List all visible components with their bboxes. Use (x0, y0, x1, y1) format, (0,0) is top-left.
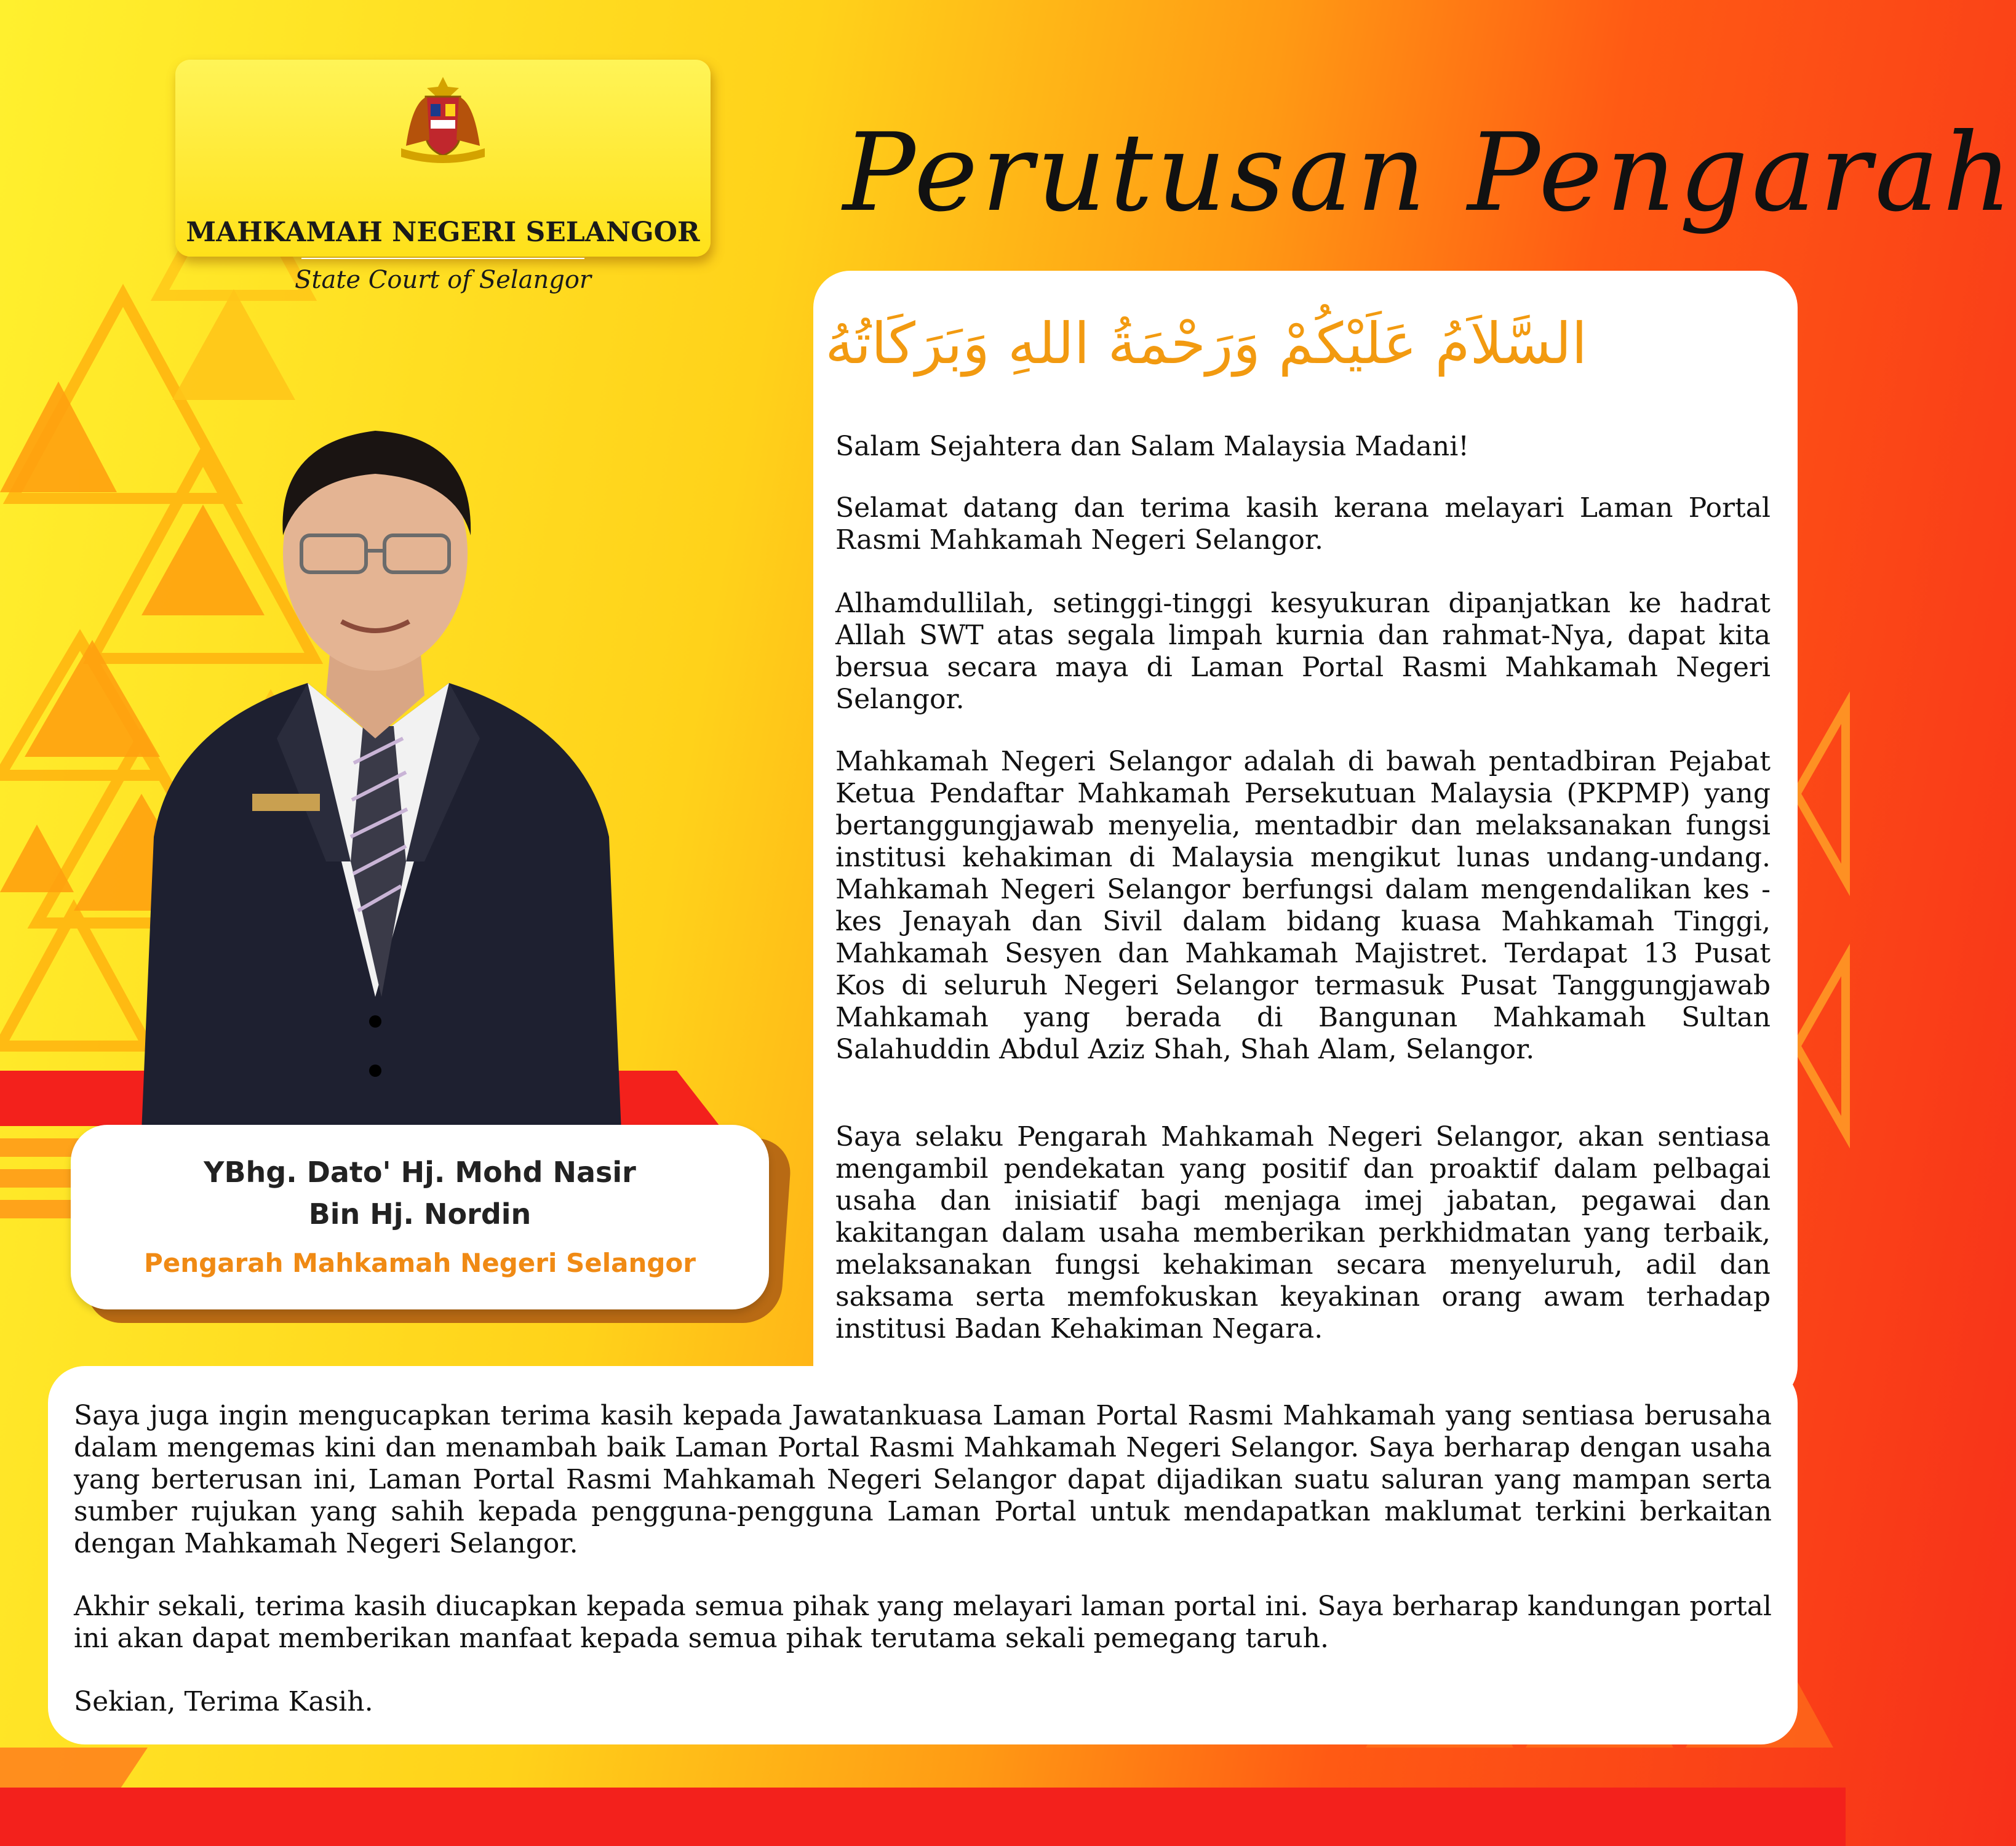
logo-divider (301, 258, 584, 259)
director-portrait (105, 394, 646, 1132)
org-subtitle: State Court of Selangor (294, 266, 592, 294)
org-name: MAHKAMAH NEGERI SELANGOR (186, 217, 700, 248)
arabic-greeting-text: السَّلاَمُ عَلَيْكُمْ وَرَحْمَةُ اللهِ وَبَرَكَاتُهُ (825, 311, 1587, 377)
bottom-stripe (0, 1788, 1846, 1846)
message-closing: Sekian, Terima Kasih. (74, 1686, 373, 1717)
court-logo-card (175, 60, 711, 294)
name-card (71, 1125, 769, 1309)
person-name-line2: Bin Hj. Nordin (308, 1197, 532, 1231)
person-role: Pengarah Mahkamah Negeri Selangor (143, 1248, 696, 1278)
message-paragraph-7: Akhir sekali, terima kasih diucapkan kepada semua pihak yang melayari laman portal ini. Saya berharap kandungan portal ini akan dapat memberikan manfaat kepada semua pihak terutama sekali pemegang taruh. (74, 1591, 1772, 1654)
malaysia-coat-of-arms-icon (388, 72, 498, 164)
message-paragraph-5: Saya selaku Pengarah Mahkamah Negeri Selangor, akan sentiasa mengambil pendekatan yang positif dan proaktif dalam pelbagai usaha dan inisiatif bagi menjaga imej jabatan, pegawai dan kakitangan dalam usaha memberikan perkhidmatan yang terbaik, melaksanakan fungsi kehakiman secara menyeluruh, adil dan saksama serta memfokuskan keyakinan orang awam terhadap institusi Badan Kehakiman Negara. (835, 1121, 1771, 1345)
page-title: Perutusan Pengarah (843, 111, 2016, 236)
person-name-line1: YBhg. Dato' Hj. Mohd Nasir (204, 1156, 636, 1189)
arabic-greeting (825, 302, 1587, 394)
message-paragraph-4: Mahkamah Negeri Selangor adalah di bawah pentadbiran Pejabat Ketua Pendaftar Mahkamah Persekutuan Malaysia (PKPMP) yang bertanggungjawab menyelia, mentadbir dan melaksanakan fungsi institusi kehakiman di Malaysia mengikut lunas undang-undang. Mahkamah Negeri Selangor berfungsi dalam mengendalikan kes - kes Jenayah dan Sivil dalam bidang kuasa Mahkamah Tinggi, Mahkamah Sesyen dan Mahkamah Majistret. Terdapat 13 Pusat Kos di seluruh Negeri Selangor termasuk Pusat Tanggungjawab Mahkamah yang berada di Bangunan Mahkamah Sultan Salahuddin Abdul Aziz Shah, Shah Alam, Selangor. (835, 746, 1771, 1065)
message-paragraph-3: Alhamdullilah, setinggi-tinggi kesyukuran dipanjatkan ke hadrat Allah SWT atas segala limpah kurnia dan rahmat-Nya, dapat kita bersua secara maya di Laman Portal Rasmi Mahkamah Negeri Selangor. (835, 588, 1771, 715)
message-paragraph-1: Salam Sejahtera dan Salam Malaysia Madani! (835, 431, 1469, 462)
message-paragraph-6: Saya juga ingin mengucapkan terima kasih kepada Jawatankuasa Laman Portal Rasmi Mahkamah yang sentiasa berusaha dalam mengemas kini dan menambah baik Laman Portal Rasmi Mahkamah Negeri Selangor. Saya berharap dengan usaha yang berterusan ini, Laman Portal Rasmi Mahkamah Negeri Selangor dapat dijadikan suatu saluran yang mampan serta sumber rujukan yang sahih kepada pengguna-pengguna Laman Portal untuk mendapatkan maklumat terkini berkaitan dengan Mahkamah Negeri Selangor. (74, 1400, 1772, 1559)
message-paragraph-2: Selamat datang dan terima kasih kerana melayari Laman Portal Rasmi Mahkamah Negeri Selangor. (835, 492, 1771, 556)
